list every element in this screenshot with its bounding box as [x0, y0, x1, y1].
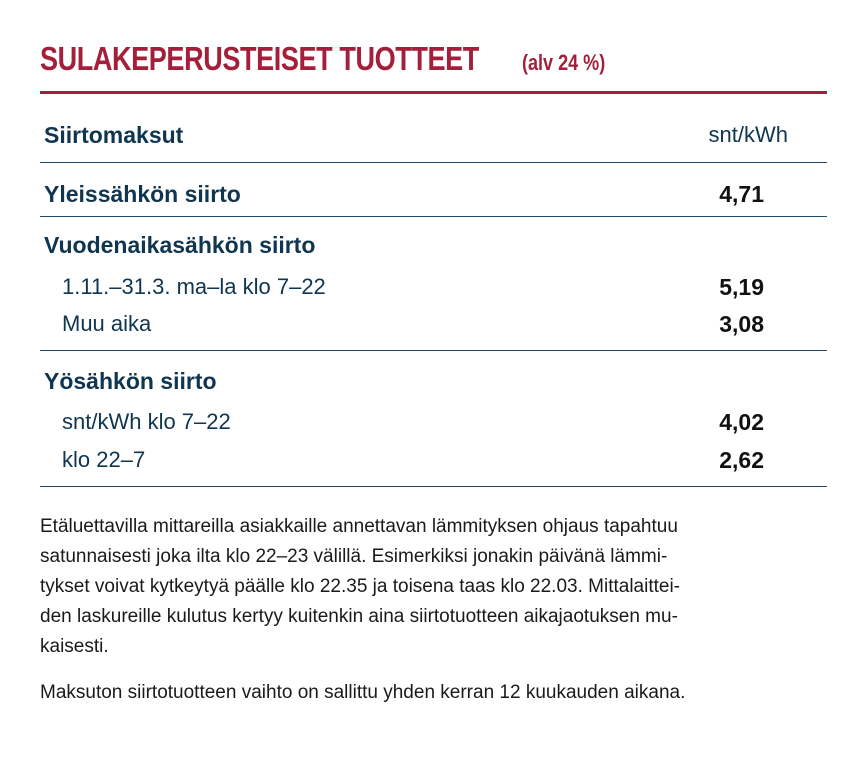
divider — [40, 216, 827, 217]
note-line: satunnaisesti joka ilta klo 22–23 välillä. Esimerkiksi jonakin päivänä lämmi- — [40, 546, 668, 567]
vuodenaika-label: Vuodenaikasähkön siirto — [44, 232, 316, 258]
yo-row-value: 4,02 — [719, 409, 764, 435]
table-header-label: Siirtomaksut — [44, 122, 184, 148]
vuodenaika-row-value: 3,08 — [719, 311, 764, 337]
title-vat-note: (alv 24 %) — [521, 50, 605, 75]
note-line: tykset voivat kytkeytyä päälle klo 22.35 ja toisena taas klo 22.03. Mittalaittei- — [40, 576, 680, 597]
vuodenaika-row-label: Muu aika — [62, 311, 152, 336]
yleis-label: Yleissähkön siirto — [44, 181, 241, 207]
note-paragraph-1 — [40, 512, 830, 662]
vuodenaika-row-value: 5,19 — [719, 274, 764, 300]
title-main: SULAKEPERUSTEISET TUOTTEET — [40, 40, 479, 77]
yo-row-value: 2,62 — [719, 447, 764, 473]
divider — [40, 486, 827, 487]
note-line: kaisesti. — [40, 636, 109, 657]
divider — [40, 350, 827, 351]
note-line: den laskureille kulutus kertyy kuitenkin aina siirtotuotteen aikajaotuksen mu- — [40, 606, 678, 627]
note-line: Etäluettavilla mittareilla asiakkaille annettavan lämmityksen ohjaus tapahtuu — [40, 516, 678, 537]
vuodenaika-row-label: 1.11.–31.3. ma–la klo 7–22 — [62, 274, 326, 299]
table-header-unit: snt/kWh — [708, 122, 788, 147]
yo-row-label: snt/kWh klo 7–22 — [62, 409, 231, 434]
yo-row-label: klo 22–7 — [62, 447, 146, 472]
note-paragraph-2: Maksuton siirtotuotteen vaihto on sallittu yhden kerran 12 kuukauden aikana. — [40, 682, 686, 703]
page-title — [40, 40, 826, 78]
divider — [40, 162, 827, 163]
yleis-value: 4,71 — [719, 181, 764, 207]
yo-label: Yösähkön siirto — [44, 368, 217, 394]
title-underline — [40, 91, 827, 94]
